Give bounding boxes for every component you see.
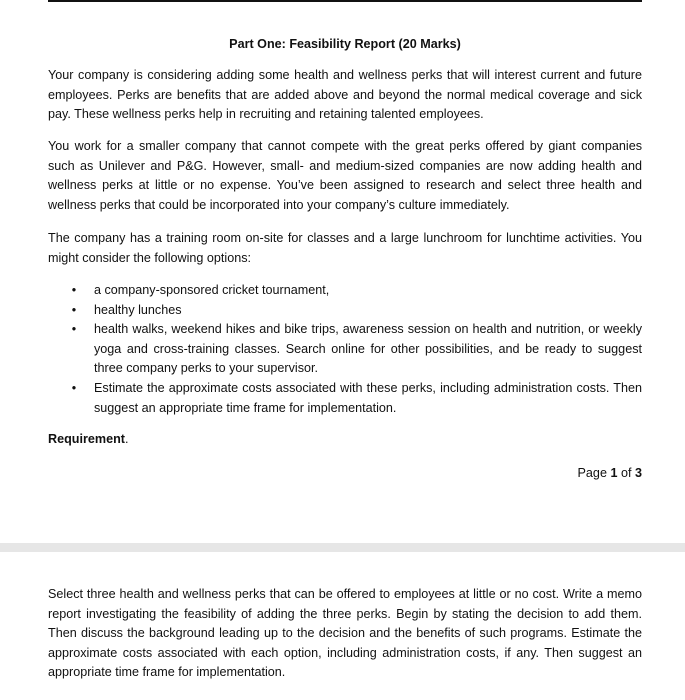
page-number-total: 3 [634, 466, 642, 480]
page-number-current: 1 [610, 466, 618, 480]
document-page-2 [0, 552, 685, 700]
task-paragraph: Select three health and wellness perks that can be offered to employees at little or no cost. Write a memo report investigating the feasibility of adding the three perks. Begin by stating the decision to add them. Then discuss the background leading up to the decision and the benefits of such programs. Estimate the approximate costs associated with each option, including administration costs, if any. Then suggest an appropriate time frame for implementation. [48, 587, 642, 680]
list-item-text: a company-sponsored cricket tournament, [94, 283, 330, 297]
page-title: Part One: Feasibility Report (20 Marks) [229, 37, 461, 51]
requirement-heading [48, 430, 128, 450]
list-item-text: health walks, weekend hikes and bike trips, awareness session on health and nutrition, or weekly yoga and cross-training classes. Search online for other possibilities, and be ready to suggest three company perks to your supervisor. [94, 322, 642, 376]
options-list [48, 281, 642, 418]
list-item-text: Estimate the approximate costs associated with these perks, including administration costs. Then suggest an appropriate time frame for implementation. [94, 380, 642, 415]
context-paragraph: You work for a smaller company that cannot compete with the great perks offered by giant companies such as Unilever and P&G. However, small- and medium-sized companies are now adding health and wellness perks at little or no expense. You’ve been assigned to research and select three health and wellness perks that could be incorporated into your company’s culture immediately. [48, 139, 642, 212]
list-item [48, 379, 642, 418]
page-top-rule [48, 0, 642, 2]
list-item [48, 301, 642, 321]
page-number-prefix: Page [577, 466, 611, 480]
options-paragraph: The company has a training room on-site for classes and a large lunchroom for lunchtime activities. You might consider the following options: [48, 231, 642, 265]
list-item [48, 281, 642, 301]
bullet-icon: • [71, 380, 77, 395]
list-item [48, 320, 642, 379]
bullet-icon: • [71, 302, 77, 317]
bullet-icon: • [71, 283, 77, 297]
intro-paragraph: Your company is considering adding some health and wellness perks that will interest current and future employees. Perks are benefits that are added above and beyond the normal medical coverage and sick pay. These wellness perks help in recruiting and retaining talented employees. [48, 68, 642, 122]
page-number-middle: of [617, 466, 635, 480]
bullet-icon: • [71, 322, 77, 337]
page-separator [0, 543, 685, 552]
requirement-suffix: . [124, 432, 129, 446]
requirement-label: Requirement [48, 432, 125, 446]
page-number [578, 464, 642, 484]
list-item-text: healthy lunches [94, 302, 182, 317]
